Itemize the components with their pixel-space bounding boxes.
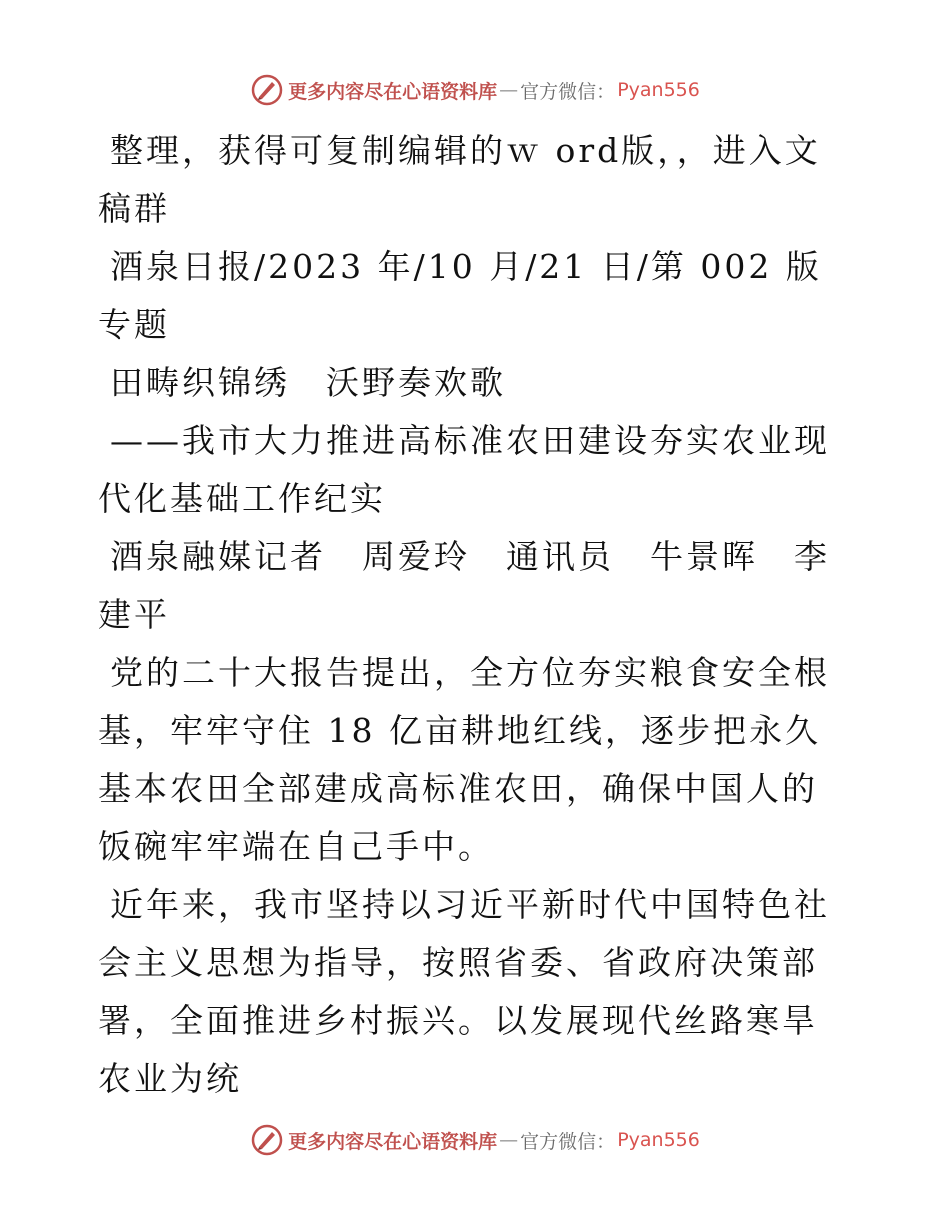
watermark-main-text: 更多内容尽在心语资料库 <box>288 80 498 103</box>
quill-logo-icon <box>250 1123 284 1157</box>
watermark-official-label: 官方微信： <box>520 80 616 103</box>
watermark-main-text: 更多内容尽在心语资料库 <box>288 1130 498 1153</box>
paragraph-2: 近年来，我市坚持以习近平新时代中国特色社会主义思想为指导，按照省委、省政府决策部署，全面推进乡村振兴。以发展现代丝路寒旱农业为统 <box>98 885 830 1098</box>
header-watermark <box>0 72 950 108</box>
headline: 田畴织锦绣 沃野奏欢歌 <box>110 363 506 402</box>
document-body <box>98 122 850 1108</box>
watermark-official-label: 官方微信： <box>520 1130 616 1153</box>
subheadline: ——我市大力推进高标准农田建设夯实农业现代化基础工作纪实 <box>98 421 830 518</box>
paragraph-1: 党的二十大报告提出，全方位夯实粮食安全根基，牢牢守住 18 亿亩耕地红线，逐步把永久基本农田全部建成高标准农田，确保中国人的饭碗牢牢端在自己手中。 <box>98 653 830 866</box>
watermark-dash: — <box>499 1129 519 1151</box>
source-line: 酒泉日报/2023 年/10 月/21 日/第 002 版专题 <box>98 247 822 344</box>
watermark-dash: — <box>499 79 519 101</box>
footer-watermark <box>0 1122 950 1158</box>
byline: 酒泉融媒记者 周爱玲 通讯员 牛景晖 李建平 <box>98 537 830 634</box>
quill-logo-icon <box>250 73 284 107</box>
watermark-wechat-id: Pyan556 <box>617 1129 700 1151</box>
intro-line: 整理，获得可复制编辑的ｗ ord版，，进入文稿群 <box>98 131 821 228</box>
watermark-wechat-id: Pyan556 <box>617 79 700 101</box>
